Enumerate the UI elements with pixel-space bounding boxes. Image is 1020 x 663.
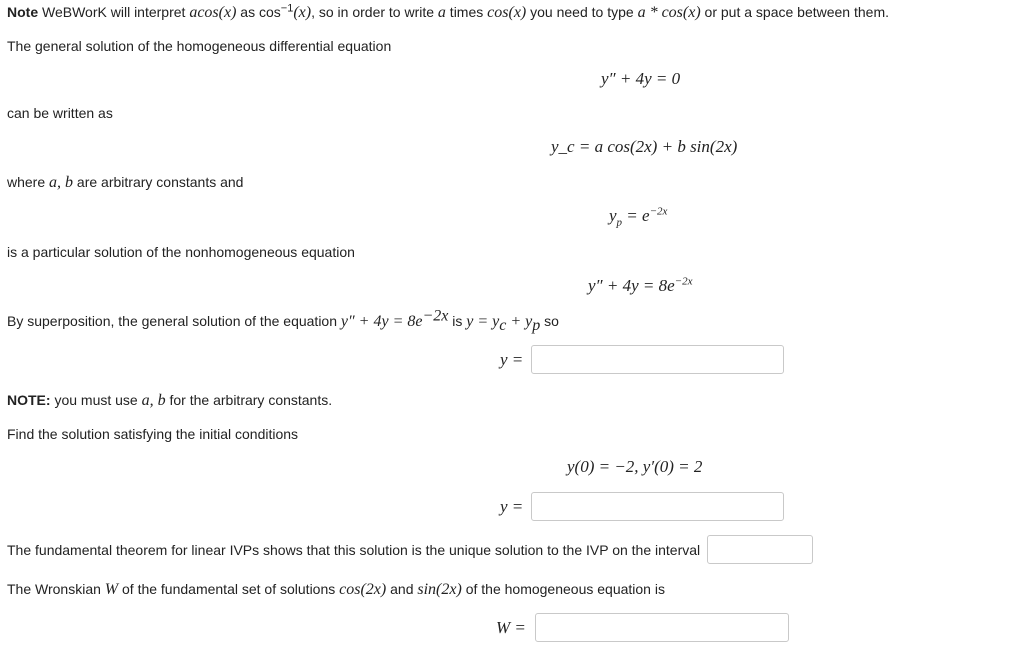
paragraph-superposition: By superposition, the general solution of the equation $y'' + 4y = 8e^{-2x}$ is $y = y_c + y_p$ so (7, 307, 559, 334)
interval-input[interactable] (707, 535, 813, 564)
equation-yc: y_c = a cos(2x) + b sin(2x) (551, 137, 738, 156)
webwork-note: Note WeBWorK will interpret acos(x) as $\cos^{-1}(x)$, so in order to write a times cos(x) you need to type a * cos(x) or put a space between them. (7, 2, 889, 21)
paragraph-interval: The fundamental theorem for linear IVPs shows that this solution is the unique solution to the IVP on the interval (7, 542, 701, 558)
equation-initial-conditions: y(0) = −2, y′(0) = 2 (567, 457, 703, 476)
answer4-label: W = (496, 618, 526, 637)
paragraph-initial-conditions: Find the solution satisfying the initial conditions (7, 426, 299, 442)
answer1-label: y = (500, 350, 524, 369)
paragraph-particular: is a particular solution of the nonhomogeneous equation (7, 244, 355, 260)
paragraph-wronskian: The Wronskian W of the fundamental set of solutions cos(2x) and sin(2x) of the homogeneous equation is (7, 581, 665, 598)
wronskian-input[interactable] (535, 613, 789, 642)
note-constants: NOTE: you must use a, b for the arbitrary constants. (7, 392, 333, 409)
paragraph-written-as: can be written as (7, 105, 113, 121)
equation-yp: $y_p = e^{-2x}$ (609, 205, 668, 229)
general-solution-input[interactable] (531, 345, 784, 374)
paragraph-general-solution: The general solution of the homogeneous differential equation (7, 38, 392, 54)
equation-homogeneous: y″ + 4y = 0 (601, 69, 681, 88)
paragraph-constants: where a, b are arbitrary constants and (7, 174, 244, 191)
ivp-solution-input[interactable] (531, 492, 784, 521)
answer2-label: y = (500, 497, 524, 516)
note-label: Note (7, 4, 39, 20)
equation-nonhomogeneous: $y'' + 4y = 8e^{-2x}$ (588, 275, 693, 295)
